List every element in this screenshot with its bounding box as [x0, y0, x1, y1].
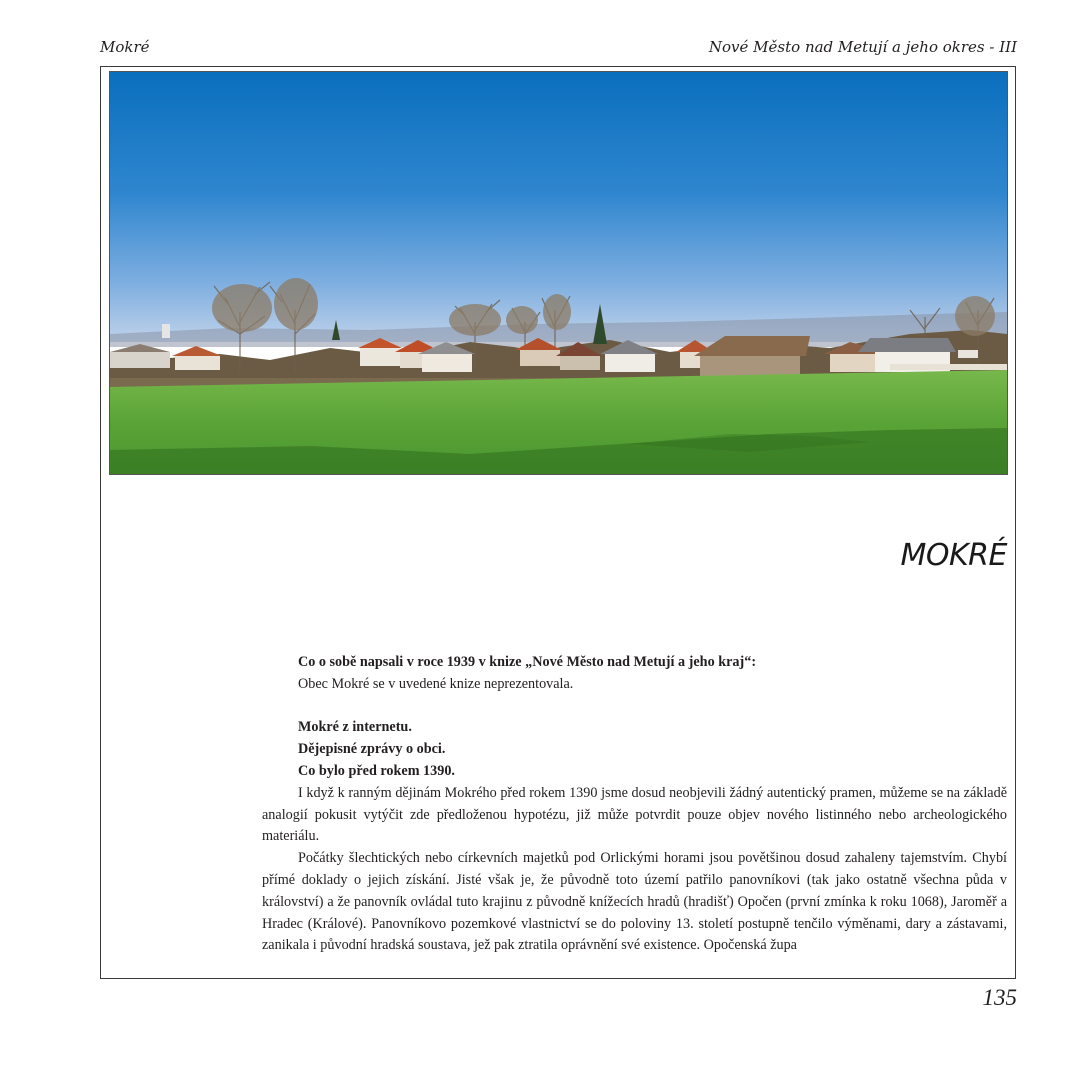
- statement-1939: Obec Mokré se v uvedené knize neprezentovala.: [298, 675, 574, 692]
- running-header-right: Nové Město nad Metují a jeho okres - III: [708, 38, 1017, 56]
- heading-internet: Mokré z internetu.: [298, 719, 412, 736]
- article-body: [262, 652, 1007, 957]
- farm-wall: [890, 364, 1007, 370]
- heading-before-1390: Co bylo před rokem 1390.: [298, 762, 455, 779]
- page-number: 135: [982, 985, 1017, 1010]
- village-landscape-photo: [109, 71, 1008, 475]
- paragraph-estates: Počátky šlechtických nebo církevních majetků pod Orlickými horami jsou povětšinou dosud zahaleny tajemstvím. Chybí přímé doklady o jejich získání. Jisté však je, že původně toto území patřilo panovníkovi (tak jako ostatně všechna půda v království) a že panovník ovládal tuto krajinu z původně knížecích hradů (hradišť) Opočen (první zmínka k roku 1068), Jaroměř a Hradec (Králové). Panovníkovo pozemkové vlastnictví se do poloviny 13. století postupně tenčilo výměnami, dary a zástavami, zanikala i původní hradská soustava, jež pak ztratila oprávnění své existence. Opočenská župa: [262, 850, 1007, 954]
- heading-history: Dějepisné zprávy o obci.: [298, 741, 446, 758]
- running-header-left: Mokré: [100, 38, 150, 56]
- heading-1939: Co o sobě napsali v roce 1939 v knize „Nové Město nad Metují a jeho kraj“:: [298, 654, 757, 670]
- silo: [162, 324, 170, 338]
- paragraph-early-history: I když k ranným dějinám Mokrého před rokem 1390 jsme dosud neobjevili žádný autentický pramen, můžeme se na základě analogií pokusit vytýčit zde předloženou hypotézu, již může potvrdit pouze objev nového listinného nebo archeologického materiálu.: [262, 784, 1007, 845]
- spacer: [262, 696, 1007, 718]
- page-title: MOKRÉ: [900, 538, 1007, 573]
